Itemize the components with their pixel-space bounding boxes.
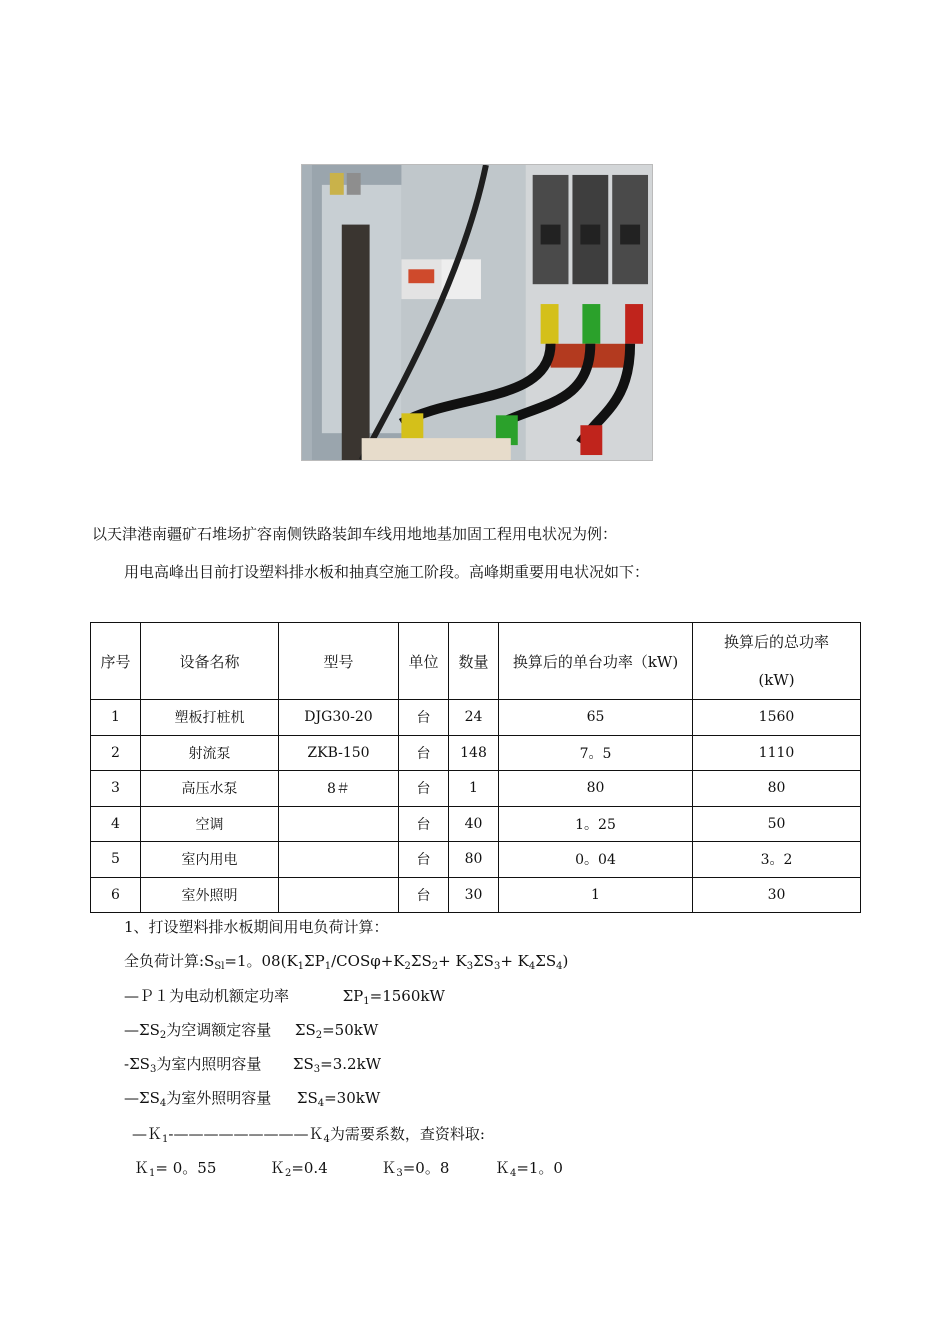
line-sub: 1 [363,996,370,1007]
cell-index: 3 [91,771,141,807]
cell-index: 2 [91,735,141,771]
line-sub: 1 [162,1134,169,1145]
table-header-row [91,623,861,700]
header-equipment-name: 设备名称 [141,623,279,700]
k-label: Ｋ [134,1159,150,1177]
cell-model: 8＃ [279,771,399,807]
cell-index: 6 [91,877,141,913]
formula-part: ) [562,952,569,970]
cell-unit-power: 1 [499,877,693,913]
cell-model [279,877,399,913]
formula-sub: 3 [493,961,501,972]
k-label: Ｋ [381,1159,397,1177]
k3-value [381,1159,449,1177]
table-row [91,842,861,878]
line-sub: 4 [323,1134,330,1145]
line-text: -—————————Ｋ [168,1125,324,1143]
peak-usage-paragraph: 用电高峰出目前打设塑料排水板和抽真空施工阶段。高峰期重要用电状况如下： [124,563,650,581]
cell-equipment-name: 室外照明 [141,877,279,913]
header-unit-power: 换算后的单台功率（kW) [499,623,693,700]
formula-part: + K [500,952,529,970]
cell-model: DJG30-20 [279,700,399,736]
line-text: ΣP [342,987,364,1005]
equipment-power-table [90,622,861,913]
cell-unit: 台 [399,806,449,842]
k1-value [134,1159,216,1177]
cell-total-power: 1560 [693,700,861,736]
cell-equipment-name: 塑板打桩机 [141,700,279,736]
line-sub: 3 [149,1064,157,1075]
line-sub: 4 [159,1098,167,1109]
table-row [91,771,861,807]
calc-line-s2 [124,1019,378,1041]
formula-sub: 2 [404,961,411,972]
table-row [91,806,861,842]
header-unit: 单位 [399,623,449,700]
cell-quantity: 30 [449,877,499,913]
line-text: -ΣS [124,1055,150,1073]
cell-unit: 台 [399,771,449,807]
formula-part: ΣS [535,952,557,970]
cell-equipment-name: 高压水泵 [141,771,279,807]
header-total-power-unit: (kW) [758,671,795,689]
cell-unit: 台 [399,842,449,878]
cell-unit-power: 80 [499,771,693,807]
k-val: =0.4 [291,1159,328,1177]
k-sub: 4 [509,1168,517,1179]
formula-sub: 4 [528,961,536,972]
line-text: 为室内照明容量 [156,1055,262,1073]
k-sub: 2 [284,1168,292,1179]
cell-equipment-name: 射流泵 [141,735,279,771]
k-label: Ｋ [494,1159,510,1177]
formula-part: ΣP [304,952,325,970]
cell-model [279,806,399,842]
table-row [91,877,861,913]
formula-part: 全负荷计算:S [124,952,215,970]
cell-model [279,842,399,878]
header-quantity: 数量 [449,623,499,700]
formula-sub: Sl [214,961,225,972]
table-row [91,700,861,736]
calc-line-s3 [124,1053,381,1075]
line-text: =3.2kW [320,1055,382,1073]
k4-value [495,1159,563,1177]
cell-total-power: 3。2 [693,842,861,878]
line-text: —ΣS [124,1021,160,1039]
table-row [91,735,861,771]
cell-total-power: 30 [693,877,861,913]
k-val: =1。0 [516,1159,563,1177]
cell-quantity: 80 [449,842,499,878]
line-text: 为需要系数，查资料取: [329,1125,485,1143]
formula-sub: 1 [297,961,305,972]
k-val: = 0。55 [155,1159,217,1177]
line-text: =50kW [322,1021,379,1039]
line-sub: 4 [317,1098,325,1109]
cell-model: ZKB-150 [279,735,399,771]
cell-total-power: 1110 [693,735,861,771]
intro-paragraph: 以天津港南疆矿石堆场扩容南侧铁路装卸车线用地地基加固工程用电状况为例： [92,525,618,543]
cell-total-power: 50 [693,806,861,842]
cell-total-power: 80 [693,771,861,807]
cell-unit-power: 65 [499,700,693,736]
calc-line-s4 [124,1087,380,1109]
header-total-power-label: 换算后的总功率 [723,633,829,651]
line-text: —ΣS [124,1089,160,1107]
calc-k-values [134,1157,563,1179]
line-text: =30kW [324,1089,381,1107]
formula-part: /COSφ+K [331,952,405,970]
cell-unit-power: 7。5 [499,735,693,771]
cell-quantity: 1 [449,771,499,807]
cell-index: 4 [91,806,141,842]
cell-unit-power: 0。04 [499,842,693,878]
formula-part: ΣS [410,952,432,970]
cell-index: 5 [91,842,141,878]
formula-part: =1。08(K [224,952,298,970]
electrical-cabinet-photo [301,164,653,461]
formula-sub: 1 [324,961,332,972]
k-val: =0。8 [402,1159,450,1177]
cell-quantity: 24 [449,700,499,736]
cell-unit: 台 [399,877,449,913]
cell-unit: 台 [399,700,449,736]
line-text: —Ｋ [132,1125,163,1143]
cell-unit: 台 [399,735,449,771]
calc-formula [124,950,568,972]
k2-value [270,1159,328,1177]
k-sub: 3 [396,1168,403,1179]
line-text: ΣS [294,1021,316,1039]
formula-part: ΣS [473,952,494,970]
line-text: ΣS [292,1055,314,1073]
cell-equipment-name: 室内用电 [141,842,279,878]
calc-line-p1 [124,985,445,1007]
line-sub: 3 [313,1064,321,1075]
header-model: 型号 [279,623,399,700]
cell-quantity: 148 [449,735,499,771]
formula-sub: 2 [431,961,439,972]
cell-quantity: 40 [449,806,499,842]
k-sub: 1 [149,1168,156,1179]
line-sub: 2 [159,1030,167,1041]
formula-sub: 4 [556,961,563,972]
header-index: 序号 [91,623,141,700]
line-text: —Ｐ１为电动机额定功率 [124,987,290,1005]
calc-title: 1、打设塑料排水板期间用电负荷计算： [124,918,389,936]
line-text: 为空调额定容量 [166,1021,272,1039]
header-total-power [693,623,861,700]
formula-sub: 3 [466,961,474,972]
line-text: ΣS [296,1089,318,1107]
k-label: Ｋ [269,1159,285,1177]
cell-equipment-name: 空调 [141,806,279,842]
line-text: =1560kW [369,987,445,1005]
line-text: 为室外照明容量 [166,1089,272,1107]
cell-unit-power: 1。25 [499,806,693,842]
cell-index: 1 [91,700,141,736]
formula-part: + K [438,952,467,970]
calc-line-k [132,1123,485,1145]
line-sub: 2 [315,1030,323,1041]
